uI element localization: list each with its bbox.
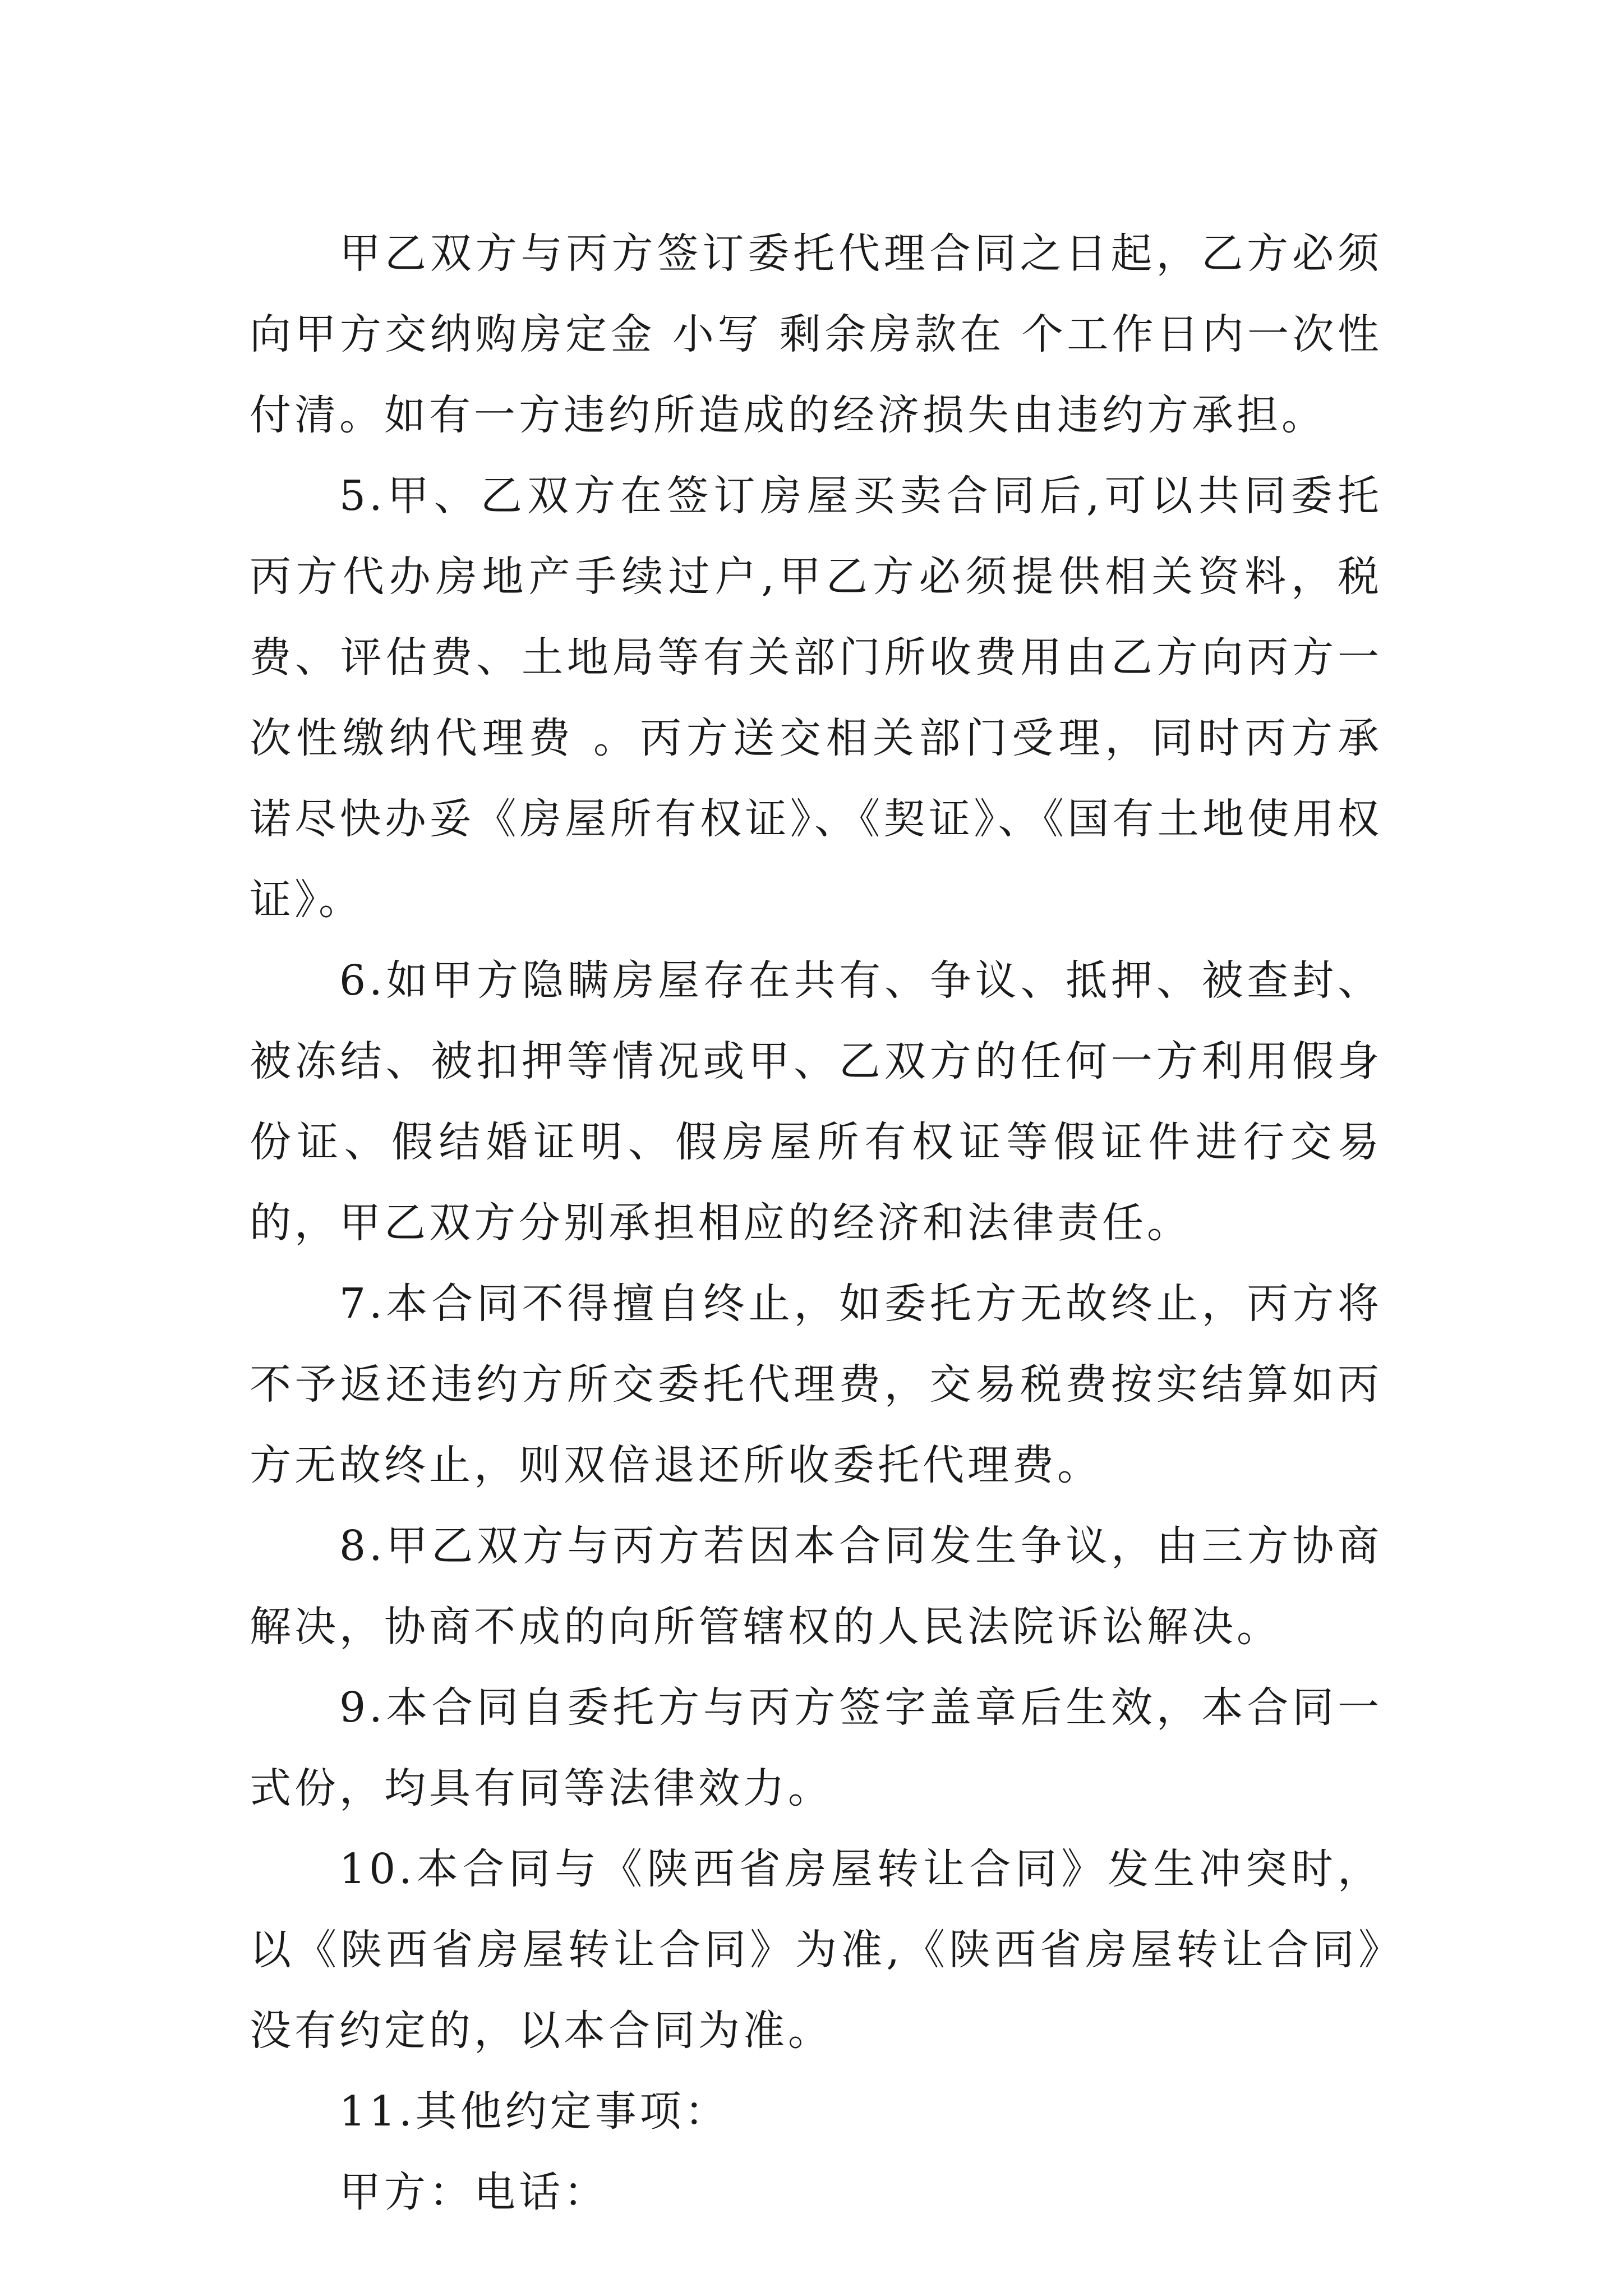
document-body: [250, 213, 1382, 2233]
paragraph-clause-11: 11.其他约定事项：: [339, 2087, 730, 2136]
paragraph-clause-5: 5.甲、乙双方在签订房屋买卖合同后,可以共同委托丙方代办房地产手续过户,甲乙方必须提供相关资料，税费、评估费、土地局等有关部门所收费用由乙方向丙方一次性缴纳代理费 。丙方送交相关部门受理，同时丙方承诺尽快办妥《房屋所有权证》、《契证》、《国有土地使用权证》。: [250, 472, 1382, 924]
paragraph-clause-7: 7.本合同不得擅自终止，如委托方无故终止，丙方将不予返还违约方所交委托代理费，交易税费按实结算如丙方无故终止，则双倍退还所收委托代理费。: [250, 1280, 1382, 1489]
paragraph-clause-6: 6.如甲方隐瞒房屋存在共有、争议、抵押、被查封、被冻结、被扣押等情况或甲、乙双方的任何一方利用假身份证、假结婚证明、假房屋所有权证等假证件进行交易的，甲乙双方分别承担相应的经济和法律责任。: [250, 956, 1382, 1247]
paragraph-clause-9: 9.本合同自委托方与丙方签字盖章后生效，本合同一式份，均具有同等法律效力。: [250, 1683, 1382, 1812]
paragraph-deposit: 甲乙双方与丙方签订委托代理合同之日起，乙方必须向甲方交纳购房定金 小写 剩余房款在 个工作日内一次性付清。如有一方违约所造成的经济损失由违约方承担。: [250, 229, 1382, 439]
paragraph-clause-10: 10.本合同与《陕西省房屋转让合同》发生冲突时，以《陕西省房屋转让合同》为准,《陕西省房屋转让合同》没有约定的，以本合同为准。: [250, 1845, 1382, 2055]
party-a-phone-line: 甲方：电话：: [339, 2168, 608, 2216]
paragraph-clause-8: 8.甲乙双方与丙方若因本合同发生争议，由三方协商解决，协商不成的向所管辖权的人民法院诉讼解决。: [250, 1522, 1382, 1651]
